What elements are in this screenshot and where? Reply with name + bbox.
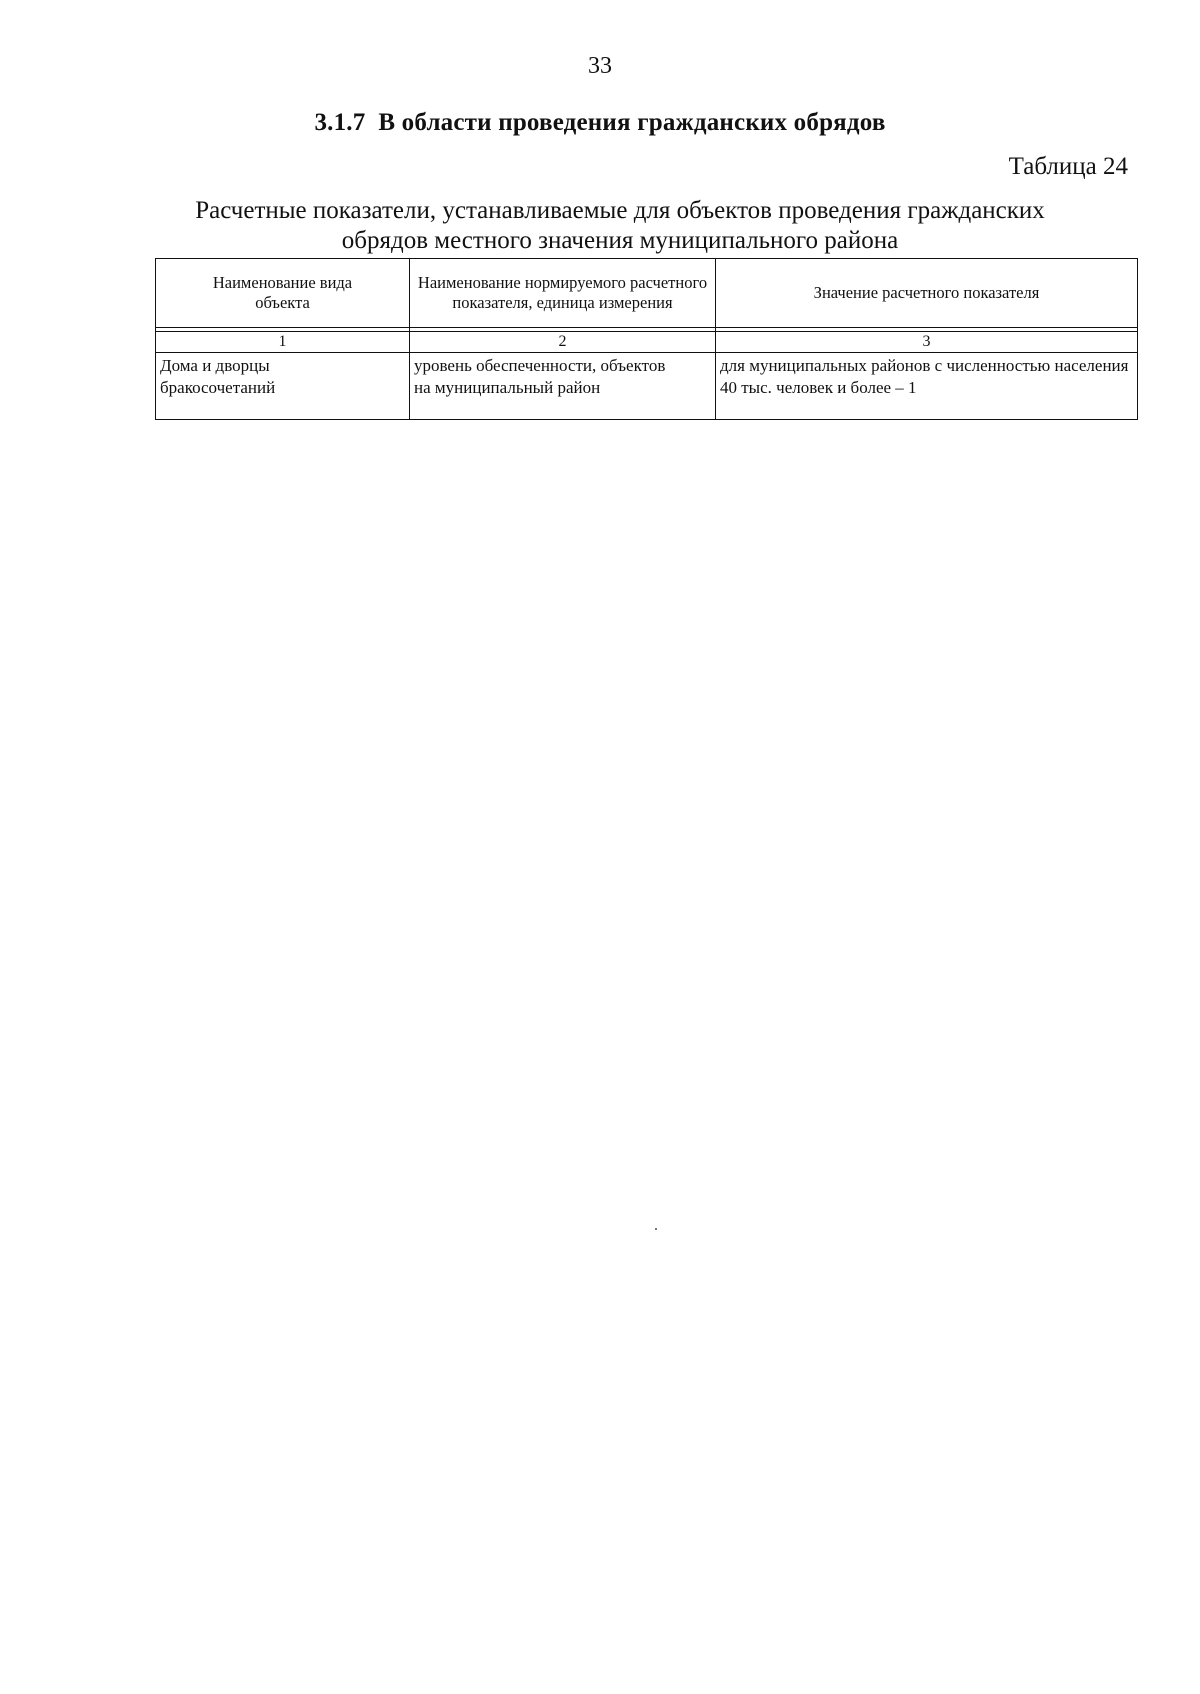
indicators-table [155,258,1138,420]
column-number-1: 1 [156,332,410,353]
table-header-row [156,259,1138,328]
section-title: 3.1.7 В области проведения гражданских обрядов [314,109,886,136]
scan-speck [655,1228,657,1230]
header-object-type: Наименование вида объекта [156,259,410,328]
header-indicator: Наименование нормируемого расчетного показателя, единица измерения [410,259,716,328]
column-number-3: 3 [716,332,1138,353]
cell-object-type: Дома и дворцы бракосочетаний [156,353,410,420]
table-caption: Расчетные показатели, устанавливаемые для объектов проведения гражданских обрядов местного значения муниципального района [195,197,1045,254]
indicators-table-container [155,258,1137,420]
page-number: 33 [588,53,612,79]
cell-indicator: уровень обеспеченности, объектов на муниципальный район [410,353,716,420]
table-row [156,353,1138,420]
cell-value: для муниципальных районов с численностью населения 40 тыс. человек и более – 1 [716,353,1138,420]
table-label: Таблица 24 [1008,153,1128,180]
table-column-numbers-row [156,332,1138,353]
column-number-2: 2 [410,332,716,353]
header-value: Значение расчетного показателя [716,259,1138,328]
